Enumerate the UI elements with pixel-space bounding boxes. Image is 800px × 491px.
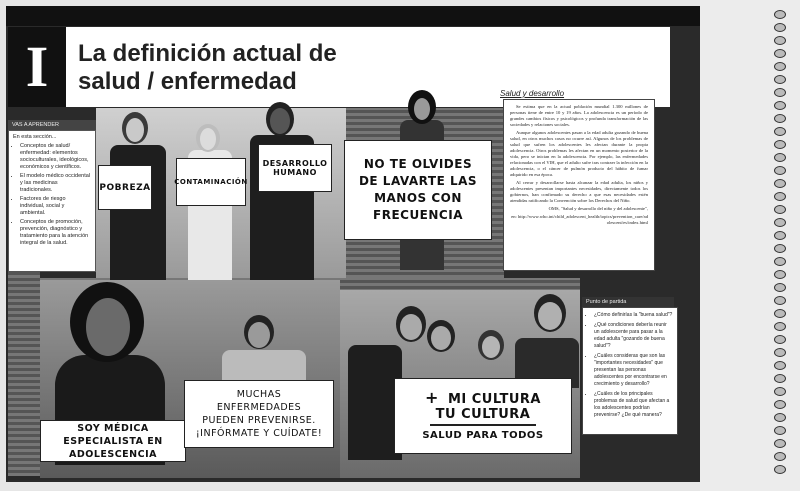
spiral-binding <box>774 6 788 482</box>
top-bar <box>6 6 700 26</box>
spiral-ring <box>774 75 786 84</box>
spiral-ring <box>774 101 786 110</box>
sidebar-item: • El modelo médico occidental y las medicinas tradicionales. <box>20 173 91 194</box>
sidebar-header: VAS A APRENDER <box>8 120 96 130</box>
punto-questions <box>587 312 673 419</box>
spiral-ring <box>774 296 786 305</box>
sidebar-item: • Factores de riesgo individual, social y ambiental. <box>20 196 91 217</box>
punto-question: • ¿Cuáles consideras que son las "importantes necesidades" que presentan las personas adolescentes por encontrarse en crecimiento y desarrollo? <box>594 353 673 388</box>
spiral-ring <box>774 62 786 71</box>
salud-desarrollo-box <box>503 99 655 271</box>
salud-paragraph: Se estima que en la actual población mundial 1.300 millones de personas tiene de entre 10 y 19 años. La adolescencia es un período de grandes cambios físicos y psicológicos y profunda transformación de las sociedades y relaciones sociales. <box>510 104 648 127</box>
spiral-ring <box>774 387 786 396</box>
punto-question: • ¿Qué condiciones debería reunir un adolescente para pasar a la edad adulta "gozando de buena salud"? <box>594 322 673 350</box>
spiral-ring <box>774 179 786 188</box>
salud-source-2: en: http://www.who.int/child_adolescent_health/topics/prevention_care/adolescent/es/index.html <box>511 214 648 225</box>
salud-paragraph: Al cerrar y desarrollarse hasta alcanzar la edad adulta, los niños y adolescentes presentan importantes necesidades, directamente todos los gobiernos, han confirmado su derecho a que esas necesidades estén atendidas ratificando la Convención sobre los Derechos del Niño. <box>510 180 648 203</box>
spiral-ring <box>774 452 786 461</box>
left-column-strip <box>8 272 40 476</box>
spiral-ring <box>774 49 786 58</box>
sign-medica-especialista: SOY MÉDICA ESPECIALISTA EN ADOLESCENCIA <box>40 420 186 462</box>
chapter-number: I <box>8 27 66 107</box>
spiral-ring <box>774 205 786 214</box>
sign-lavarte-manos: NO TE OLVIDES DE LAVARTE LAS MANOS CON FRECUENCIA <box>344 140 492 240</box>
punto-question: • ¿Cómo definirías la "buena salud"? <box>594 312 673 319</box>
salud-desarrollo-label: Salud y desarrollo <box>500 89 565 98</box>
page-title <box>78 40 337 96</box>
sign-contaminacion: CONTAMINACIÓN <box>176 158 246 206</box>
punto-partida-box <box>582 307 678 435</box>
spiral-ring <box>774 231 786 240</box>
sign-pobreza: POBREZA <box>98 165 152 210</box>
spiral-ring <box>774 283 786 292</box>
sign-enfermedades: MUCHAS ENFERMEDADES PUEDEN PREVENIRSE. ¡INFÓRMATE Y CUÍDATE! <box>184 380 334 448</box>
cultura-line-1: MI CULTURA <box>447 392 541 407</box>
spiral-ring <box>774 153 786 162</box>
salud-paragraph: Aunque algunos adolescentes pasan a la edad adulta gozando de buena salud, en otros muchos casos no ocurre así. Algunos de los problemas de salud que sufren los adolescentes les afectan durante la propia adolescencia. Otros problemas les afectan en un momento posterior de la vida, pero se inician en la adolescencia. Por ejemplo, las enfermedades relacionadas con el VIH, que el adulto sufre tras contraer la infección en la adolescencia, o el cáncer de pulmón producto del hábito de fumar adquirido en esa época. <box>510 130 648 177</box>
spiral-ring <box>774 88 786 97</box>
spiral-ring <box>774 114 786 123</box>
spiral-ring <box>774 270 786 279</box>
spiral-ring <box>774 218 786 227</box>
spiral-ring <box>774 361 786 370</box>
spiral-ring <box>774 192 786 201</box>
cultura-line-2: TU CULTURA <box>430 407 537 426</box>
spiral-ring <box>774 140 786 149</box>
sign-cultura <box>394 378 572 454</box>
spiral-ring <box>774 322 786 331</box>
salud-source-1: OMS, "Salud y desarrollo del niño y del adolescente", <box>548 206 648 211</box>
spiral-ring <box>774 426 786 435</box>
cultura-row-1 <box>425 390 541 407</box>
spiral-ring <box>774 10 786 19</box>
spiral-ring <box>774 439 786 448</box>
spiral-ring <box>774 36 786 45</box>
cultura-plus: + <box>425 388 439 407</box>
spiral-ring <box>774 244 786 253</box>
spiral-ring <box>774 374 786 383</box>
learning-goals-sidebar <box>8 130 96 272</box>
sign-desarrollo-humano: DESARROLLO HUMANO <box>258 144 332 192</box>
spiral-ring <box>774 465 786 474</box>
sidebar-intro: En esta sección... <box>13 134 57 140</box>
cultura-line-3: SALUD PARA TODOS <box>422 430 544 441</box>
spiral-ring <box>774 413 786 422</box>
spiral-ring <box>774 309 786 318</box>
punto-partida-header: Punto de partida <box>582 297 674 307</box>
spiral-ring <box>774 348 786 357</box>
sidebar-item: • Conceptos de promoción, prevención, diagnóstico y tratamiento para la atención integral de la salud. <box>20 219 91 247</box>
spiral-ring <box>774 400 786 409</box>
spiral-ring <box>774 335 786 344</box>
spiral-ring <box>774 23 786 32</box>
punto-question: • ¿Cuáles de los principales problemas de salud que afectan a los adolescentes podrían prevenirse? ¿De qué manera? <box>594 391 673 419</box>
sidebar-item: • Conceptos de salud/ enfermedad: elementos socioculturales, ideológicos, económicos y científicos. <box>20 143 91 171</box>
title-line-2: salud / enfermedad <box>78 68 297 95</box>
spiral-ring <box>774 166 786 175</box>
spiral-ring <box>774 127 786 136</box>
title-line-1: La definición actual de <box>78 40 337 67</box>
sidebar-list <box>13 143 91 247</box>
spiral-ring <box>774 257 786 266</box>
